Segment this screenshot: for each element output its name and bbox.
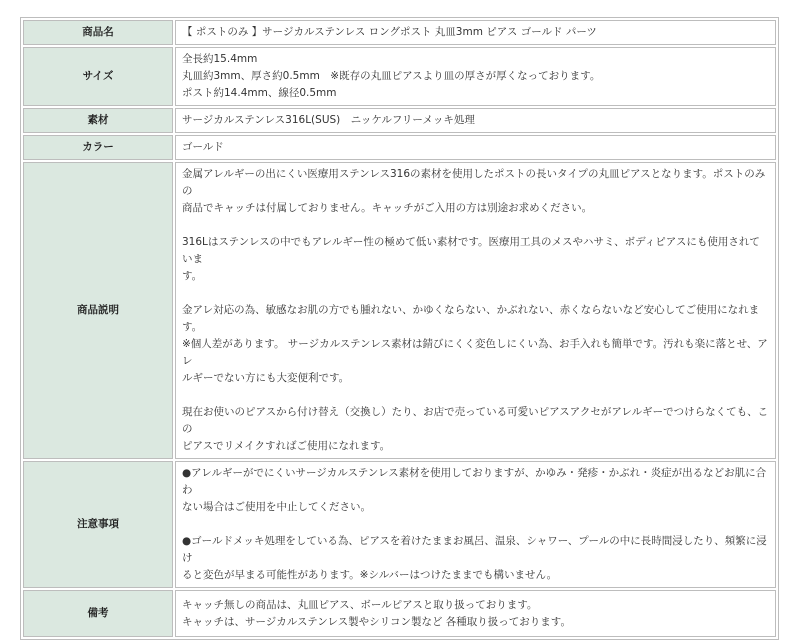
text-line: サージカルステンレス316L(SUS) ニッケルフリーメッキ処理 (182, 114, 475, 126)
text-line: ●アレルギーがでにくいサージカルステンレス素材を使用しておりますが、かゆみ・発疹・かぶれ・炎症が出るなどお肌に合わ (182, 467, 767, 496)
row-color (23, 135, 776, 160)
text-line: 316Lはステンレスの中でもアレルギー性の極めて低い素材です。医療用工具のメスやハサミ、ボディピアスにも使用されていま (182, 236, 760, 265)
text-line: 【 ポストのみ 】サージカルステンレス ロングポスト 丸皿3mm ピアス ゴールド パーツ (182, 26, 597, 38)
text-line: 現在お使いのピアスから付け替え（交換し）たり、お店で売っている可愛いピアスアクセがアレルギーでつけらなくても、この (182, 406, 769, 435)
text-line: 金属アレルギーの出にくい医療用ステンレス316の素材を使用したポストの長いタイプの丸皿ピアスとなります。ポストのみの (182, 168, 766, 197)
value-notes (175, 461, 776, 588)
text-line: ゴールド (182, 141, 224, 153)
text-line: 全長約15.4mm (182, 53, 258, 65)
value-material (175, 108, 776, 133)
value-color (175, 135, 776, 160)
text-line: 丸皿約3mm、厚さ約0.5mm ※既存の丸皿ピアスより皿の厚さが厚くなっております。 (182, 70, 601, 82)
text-line: ルギーでない方にも大変便利です。 (182, 372, 350, 384)
paragraph (182, 166, 769, 217)
text-line: ●ゴールドメッキ処理をしている為、ピアスを着けたままお風呂、温泉、シャワー、プールの中に長時間浸したり、頻繁に浸け (182, 535, 767, 564)
paragraph (182, 234, 769, 285)
row-remarks (23, 590, 776, 637)
text-line: ると変色が早まる可能性があります。※シルバーはつけたままでも構いません。 (182, 569, 558, 581)
text-line: す。 (182, 270, 203, 282)
row-material (23, 108, 776, 133)
paragraph (182, 533, 769, 584)
value-size (175, 47, 776, 106)
text-line: 金アレ対応の為、敏感なお肌の方でも腫れない、かゆくならない、かぶれない、赤くならないなど安心してご使用になれます。 (182, 304, 760, 333)
row-notes (23, 461, 776, 588)
product-spec-table (20, 17, 779, 640)
text-line: ポスト約14.4mm、線径0.5mm (182, 87, 337, 99)
label-product-name: 商品名 (23, 20, 173, 45)
text-line: 商品でキャッチは付属しておりません。キャッチがご入用の方は別途お求めください。 (182, 202, 593, 214)
value-remarks (175, 590, 776, 637)
row-product-name (23, 20, 776, 45)
label-notes: 注意事項 (23, 461, 173, 588)
text-line: キャッチは、サージカルステンレス製やシリコン製など 各種取り扱っております。 (182, 615, 571, 628)
paragraph (182, 302, 769, 387)
row-description (23, 162, 776, 459)
value-description (175, 162, 776, 459)
label-description: 商品説明 (23, 162, 173, 459)
text-line: ない場合はご使用を中止してください。 (182, 501, 371, 513)
text-line: ※個人差があります。 サージカルステンレス素材は錆びにくく変色しにくい為、お手入れも簡単です。汚れも楽に落とせ、アレ (182, 338, 768, 367)
text-line: ピアスでリメイクすればご使用になれます。 (182, 440, 391, 452)
label-remarks: 備考 (23, 590, 173, 637)
text-line: キャッチ無しの商品は、丸皿ピアス、ボールピアスと取り扱っております。 (182, 598, 538, 611)
paragraph (182, 465, 769, 516)
label-color: カラー (23, 135, 173, 160)
value-product-name (175, 20, 776, 45)
label-material: 素材 (23, 108, 173, 133)
row-size (23, 47, 776, 106)
label-size: サイズ (23, 47, 173, 106)
paragraph (182, 404, 769, 455)
